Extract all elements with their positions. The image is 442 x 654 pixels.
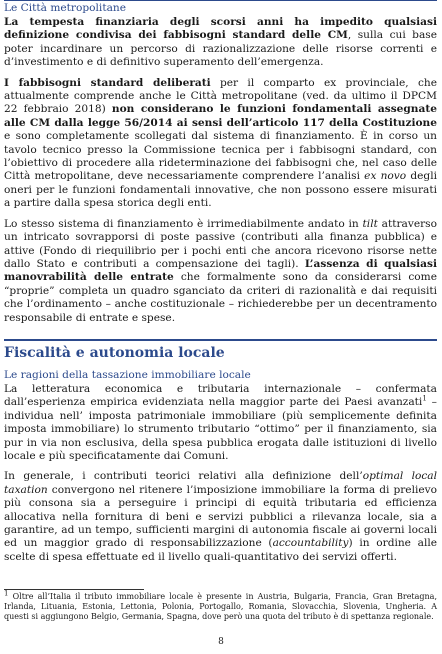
- text-run: e sono completamente scollegati dal sistema di finanziamento. È in corso un tavolo tecnico presso la Commissione tecnica per i fabbisogni standard, con l’obiettivo di procedere alla rideterminazione dei fabbisogni che, nel caso delle Città metropolitane, deve necessariamente comprendere l’analisi: [4, 130, 437, 183]
- text-run: che formalmente sono da considerarsi come “proprie” completa un quadro sganciato da criteri di razionalità e dai requisiti che l’ordinamento – anche costituzionale – richiederebbe per un decentramento responsabile di entrate e spese.: [4, 271, 437, 324]
- paragraph: [4, 383, 437, 463]
- text-run: La letteratura economica e tributaria internazionale – confermata dall’esperienza empirica evidenziata nella maggior parte dei Paesi avanzati: [4, 382, 437, 409]
- paragraph: [4, 470, 437, 564]
- text-run: , sulla cui base poter incardinare un percorso di razionalizzazione delle risorse correnti e d’investimento e di definitivo superamento dell’emergenza.: [4, 29, 437, 69]
- text-run: per il comparto ex provinciale, che attualmente comprende anche le Città metropolitane (ved. da ultimo il DPCM 22 febbraio 2018): [4, 76, 437, 116]
- text-run: Lo stesso sistema di finanziamento è irrimediabilmente andato in: [4, 217, 363, 230]
- text-run: La tempesta finanziaria degli scorsi anni ha impedito qualsiasi definizione condivisa dei fabbisogni standard delle CM: [4, 16, 437, 42]
- text-run: attraverso un intricato sovrapporsi di poste passive (contributi alla finanza pubblica) e attive (Fondo di riequilibrio per i pochi enti che ancora ricevono risorse nette dallo Stato e contributi a compensazione dei tagli).: [4, 217, 437, 270]
- text-run: – individua nell’ imposta patrimoniale immobiliare (più semplicemente definita imposta immobiliare) lo strumento tributario “ottimo” per il finanziamento, sia pur in via non esclusiva, della spesa pubblica erogata dalle istituzioni di livello locale e più specificatamente dai Comuni.: [4, 396, 437, 462]
- text-run: accountability: [272, 537, 349, 550]
- footnote-divider: [4, 589, 144, 590]
- text-run: L’assenza di qualsiasi manovrabilità delle entrate: [4, 257, 438, 284]
- document-page: [4, 0, 437, 564]
- text-run: ) in ordine alle scelte di spesa effettuate ed il livello quali-quantitativo dei servizi offerti.: [4, 537, 437, 563]
- section-subheading-citta-metropolitane: Le Città metropolitane: [4, 2, 126, 14]
- text-run: optimal local taxation: [4, 470, 437, 496]
- top-divider: [4, 0, 437, 1]
- paragraph: [4, 16, 437, 70]
- text-run: I fabbisogni standard deliberati: [4, 76, 211, 89]
- paragraph: [4, 218, 437, 325]
- text-run: ex novo: [364, 170, 407, 183]
- text-run: convergono nel ritenere l’imposizione immobiliare la forma di prelievo più consona sia a perseguire i principi di equità tributaria ed efficienza allocativa nella fornitura di beni e servizi pubblici a rilevanza locale, sia a garantire, ad un tempo, sufficienti margini di autonomia fiscale ai governi locali ed un maggior grado di responsabilizzazione (: [4, 483, 437, 550]
- text-run: In generale, i contributi teorici relativi alla definizione dell’: [4, 470, 363, 483]
- footnote: [4, 589, 437, 623]
- page-number: 8: [218, 637, 224, 647]
- text-run: non considerano le funzioni fondamentali assegnate alle CM dalla legge 56/2014 ai sensi dell’articolo 117 della Costituzione: [4, 103, 438, 129]
- paragraph: [4, 77, 437, 211]
- text-run: degli oneri per le funzioni fondamentali innovative, che non possono essere misurati a partire dalla spesa storica degli enti.: [4, 170, 437, 210]
- footnote-text: Oltre all’Italia il tributo immobiliare locale è presente in Austria, Bulgaria, Francia, Gran Bretagna, Irlanda, Lituania, Estonia, Lettonia, Polonia, Portogallo, Romania, Slovacchia, Slovenia, Ungheria. A questi si aggiungono Belgio, Germania, Spagna, dove però una quota del tributo è di spettanza regionale.: [4, 592, 437, 622]
- footnote-marker: 1: [4, 589, 9, 598]
- text-run: tilt: [362, 217, 378, 230]
- footnote-ref: 1: [422, 394, 427, 403]
- section-divider: [4, 339, 437, 341]
- section-subheading-tassazione: Le ragioni della tassazione immobiliare locale: [4, 368, 251, 381]
- section-heading-fiscalita: Fiscalità e autonomia locale: [4, 344, 225, 361]
